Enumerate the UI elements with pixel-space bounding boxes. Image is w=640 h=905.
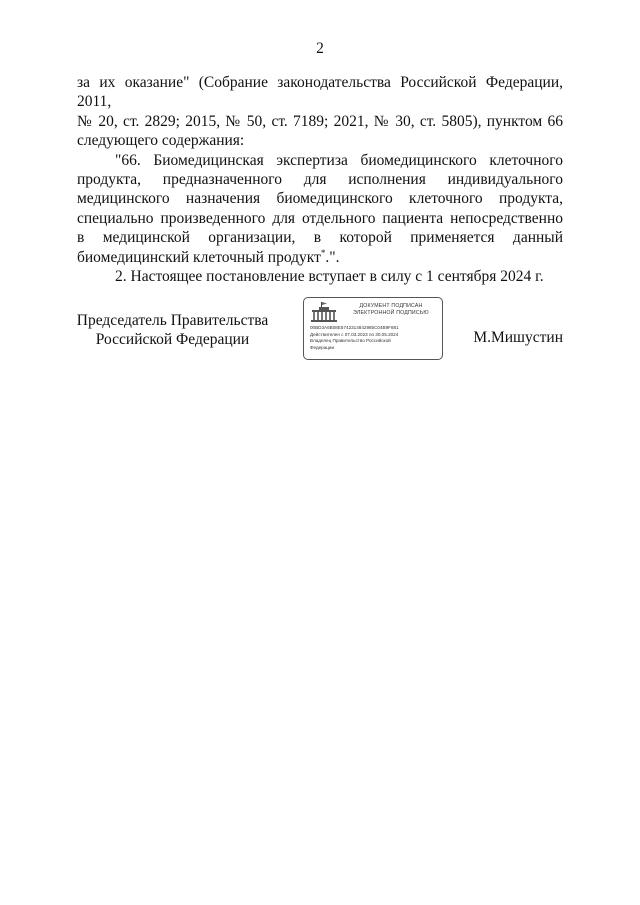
stamp-title-line: ДОКУМЕНТ ПОДПИСАН xyxy=(359,303,423,309)
stamp-issuer: Владелец Правительство Российской xyxy=(310,338,391,344)
text-line: медицинского назначения биомедицинского клеточного продукта, xyxy=(77,190,563,208)
text-line: № 20, ст. 2829; 2015, № 50, ст. 7189; 2021, № 30, ст. 5805), пунктом 66 xyxy=(77,112,563,130)
text-line xyxy=(77,248,563,267)
text-line: специально произведенного для отдельного пациента непосредственно xyxy=(77,209,563,227)
signatory-position-line: Председатель Правительства xyxy=(76,312,269,329)
stamp-validity: Действителен с 07.03.2023 по 30.05.2024 xyxy=(310,331,399,337)
signatory-position-line: Российской Федерации xyxy=(95,331,250,348)
text-line: продукта, предназначенного для исполнения индивидуального xyxy=(77,171,563,189)
text-line: в медицинской организации, в которой применяется данный xyxy=(77,229,563,247)
text-line: "66. Биомедицинская экспертиза биомедицинского клеточного xyxy=(115,151,563,169)
document-body xyxy=(77,73,563,286)
stamp-certificate: 00BD3A6B08E5742314842985C04B9F881 xyxy=(310,325,399,330)
text-line: за их оказание" (Собрание законодательства Российской Федерации, 2011, xyxy=(77,74,563,111)
page-number: 2 xyxy=(316,40,324,57)
government-building-icon xyxy=(309,301,339,323)
text-fragment: биомедицинский клеточный продукт xyxy=(77,248,321,266)
text-line: 2. Настоящее постановление вступает в силу с 1 сентября 2024 г. xyxy=(115,268,544,286)
signatory-name: М.Мишустин xyxy=(473,329,563,346)
text-fragment: .". xyxy=(325,248,340,266)
stamp-title-line: ЭЛЕКТРОННОЙ ПОДПИСЬЮ xyxy=(353,309,429,316)
signatory-position xyxy=(70,311,275,349)
paragraph-item-66 xyxy=(77,151,563,267)
paragraph-amendment-source xyxy=(77,73,563,151)
stamp-details xyxy=(310,325,440,351)
text-line: следующего содержания: xyxy=(77,132,245,150)
stamp-issuer: Федерации xyxy=(310,344,335,350)
stamp-title xyxy=(342,303,440,316)
electronic-signature-stamp xyxy=(303,297,443,360)
footnote-marker: * xyxy=(320,247,326,258)
paragraph-effective-date xyxy=(77,267,563,286)
